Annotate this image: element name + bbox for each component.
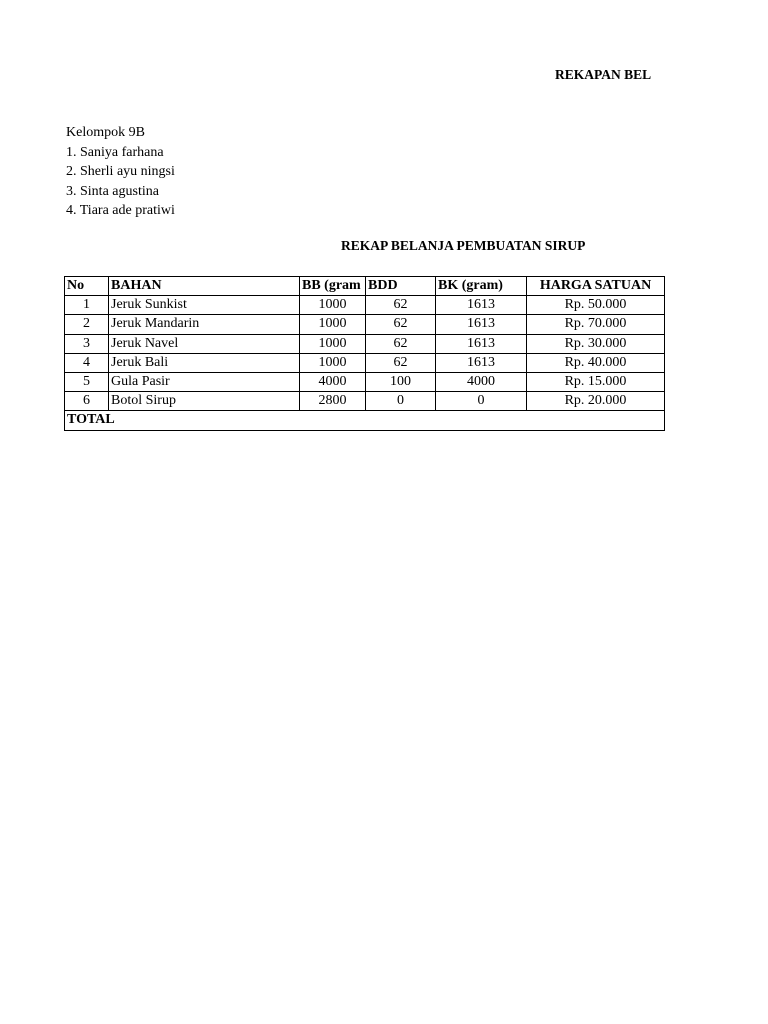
- table-title: REKAP BELANJA PEMBUATAN SIRUP: [341, 238, 586, 253]
- cell-harga: Rp. 70.000: [527, 315, 665, 334]
- table-row: [65, 315, 665, 334]
- member-item: 3. Sinta agustina: [66, 183, 159, 199]
- cell-bahan: Botol Sirup: [109, 392, 300, 411]
- total-label: TOTAL: [65, 411, 665, 430]
- cell-harga: Rp. 20.000: [527, 392, 665, 411]
- shopping-table: [64, 276, 665, 431]
- header-bb: BB (gram: [300, 277, 366, 296]
- member-item: 2. Sherli ayu ningsi: [66, 164, 175, 179]
- cell-bb: 2800: [300, 392, 366, 411]
- table-row: [65, 296, 665, 315]
- cell-bahan: Jeruk Navel: [109, 334, 300, 353]
- cell-bk: 4000: [436, 372, 527, 391]
- table-row: [65, 353, 665, 372]
- cell-bdd: 100: [366, 372, 436, 391]
- cell-harga: Rp. 15.000: [527, 372, 665, 391]
- cell-bahan: Jeruk Bali: [109, 353, 300, 372]
- cell-bdd: 62: [366, 315, 436, 334]
- cell-bk: 0: [436, 392, 527, 411]
- cell-harga: Rp. 50.000: [527, 296, 665, 315]
- cell-no: 1: [65, 296, 109, 315]
- cell-bdd: 0: [366, 392, 436, 411]
- header-bk: BK (gram): [436, 277, 527, 296]
- cell-no: 4: [65, 353, 109, 372]
- cell-bdd: 62: [366, 334, 436, 353]
- cell-bb: 1000: [300, 334, 366, 353]
- cell-bk: 1613: [436, 353, 527, 372]
- header-harga: HARGA SATUAN: [527, 277, 665, 296]
- cell-bb: 1000: [300, 353, 366, 372]
- cell-bb: 1000: [300, 315, 366, 334]
- table-row: [65, 372, 665, 391]
- cell-bk: 1613: [436, 296, 527, 315]
- cell-bahan: Jeruk Mandarin: [109, 315, 300, 334]
- table-header-row: [65, 277, 665, 296]
- header-bdd: BDD: [366, 277, 436, 296]
- header-no: No: [65, 277, 109, 296]
- cell-no: 5: [65, 372, 109, 391]
- group-name: Kelompok 9B: [66, 125, 145, 140]
- member-item: 4. Tiara ade pratiwi: [66, 203, 175, 218]
- cell-bahan: Jeruk Sunkist: [109, 296, 300, 315]
- cell-no: 3: [65, 334, 109, 353]
- cell-bk: 1613: [436, 315, 527, 334]
- page-title: REKAPAN BEL: [555, 67, 652, 82]
- cell-bdd: 62: [366, 296, 436, 315]
- cell-no: 2: [65, 315, 109, 334]
- cell-bb: 1000: [300, 296, 366, 315]
- header-bahan: BAHAN: [109, 277, 300, 296]
- total-row: [65, 411, 665, 430]
- cell-bk: 1613: [436, 334, 527, 353]
- cell-bb: 4000: [300, 372, 366, 391]
- table-row: [65, 334, 665, 353]
- group-info: [66, 123, 175, 221]
- table-row: [65, 392, 665, 411]
- cell-bdd: 62: [366, 353, 436, 372]
- cell-harga: Rp. 40.000: [527, 353, 665, 372]
- cell-bahan: Gula Pasir: [109, 372, 300, 391]
- cell-harga: Rp. 30.000: [527, 334, 665, 353]
- cell-no: 6: [65, 392, 109, 411]
- member-item: 1. Saniya farhana: [66, 144, 164, 160]
